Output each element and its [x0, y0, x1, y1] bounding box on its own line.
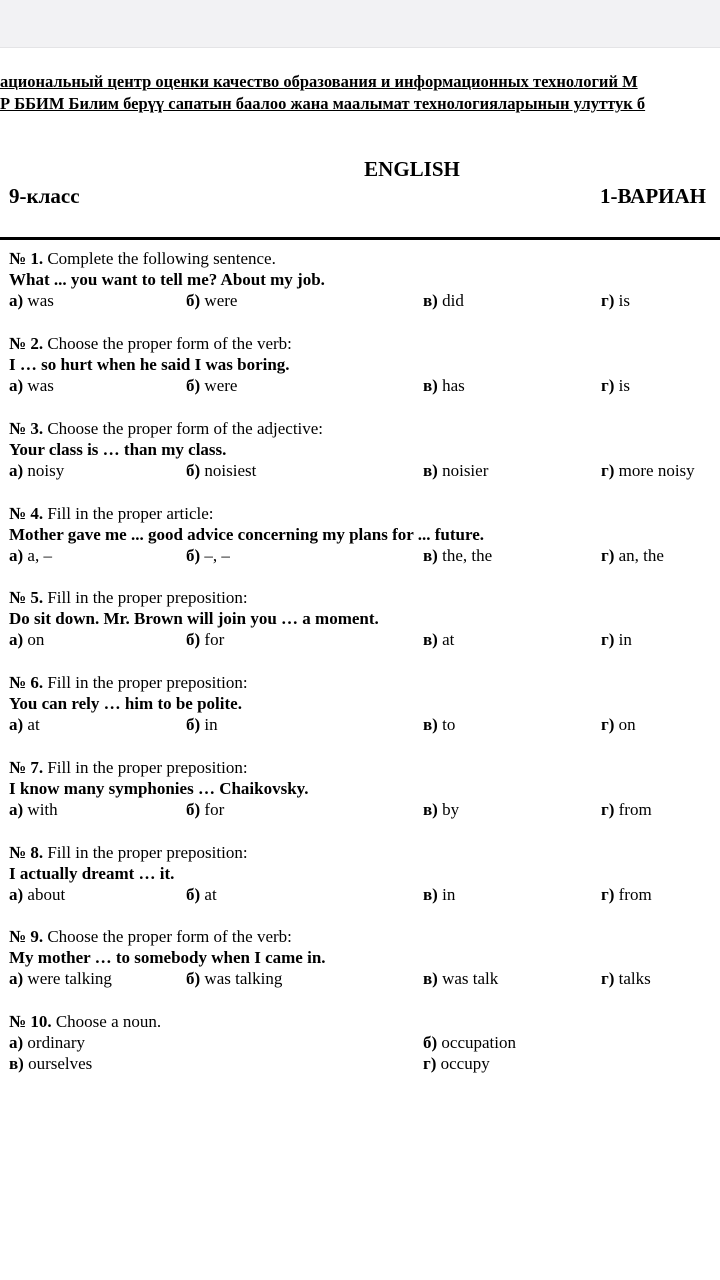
option-b[interactable]: б) for [186, 800, 225, 819]
question-number: № 9. [9, 927, 44, 946]
question-4 [9, 503, 720, 566]
question-stem: My mother … to somebody when I came in. [9, 948, 326, 967]
question-number: № 6. [9, 673, 44, 692]
question-6 [9, 672, 720, 735]
option-a[interactable]: а) a, – [9, 546, 52, 565]
option-b[interactable]: б) at [186, 885, 217, 904]
option-v[interactable]: в) has [423, 376, 465, 395]
question-instruction: Complete the following sentence. [47, 249, 276, 268]
question-instruction: Fill in the proper preposition: [47, 673, 248, 692]
option-b[interactable]: б) was talking [186, 969, 283, 988]
option-g[interactable]: г) an, the [601, 546, 664, 565]
question-stem: What ... you want to tell me? About my job. [9, 270, 325, 289]
option-g[interactable]: г) on [601, 715, 636, 734]
option-a[interactable]: а) noisy [9, 461, 65, 480]
option-v[interactable]: в) to [423, 715, 456, 734]
header-divider [0, 237, 720, 240]
question-number: № 5. [9, 588, 44, 607]
question-number: № 2. [9, 334, 44, 353]
question-stem: I know many symphonies … Chaikovsky. [9, 779, 309, 798]
option-g[interactable]: г) from [601, 800, 652, 819]
option-b[interactable]: б) occupation [423, 1033, 517, 1052]
option-a[interactable]: а) about [9, 885, 66, 904]
question-number: № 8. [9, 843, 44, 862]
option-b[interactable]: б) were [186, 376, 238, 395]
question-2 [9, 333, 720, 396]
option-g[interactable]: г) occupy [423, 1054, 490, 1073]
option-a[interactable]: а) ordinary [9, 1033, 86, 1052]
option-b[interactable]: б) –, – [186, 546, 230, 565]
top-bar [0, 0, 720, 48]
option-v[interactable]: в) in [423, 885, 456, 904]
option-a[interactable]: а) was [9, 376, 54, 395]
question-instruction: Choose the proper form of the verb: [47, 334, 292, 353]
option-v[interactable]: в) was talk [423, 969, 499, 988]
option-a[interactable]: а) were talking [9, 969, 112, 988]
option-g[interactable]: г) is [601, 291, 630, 310]
question-10 [9, 1011, 720, 1074]
header-line-kyrgyz: Р ББИМ Билим берүү сапатын баалоо жана маалымат технологияларынын улуттук б [0, 94, 646, 113]
option-g[interactable]: г) is [601, 376, 630, 395]
option-a[interactable]: а) was [9, 291, 54, 310]
question-number: № 7. [9, 758, 44, 777]
option-v[interactable]: в) did [423, 291, 464, 310]
question-instruction: Fill in the proper preposition: [47, 588, 248, 607]
header-line-russian: ациональный центр оценки качество образования и информационных технологий М [0, 72, 638, 91]
question-7 [9, 757, 720, 820]
option-a[interactable]: а) at [9, 715, 40, 734]
question-number: № 1. [9, 249, 44, 268]
question-3 [9, 418, 720, 481]
question-instruction: Fill in the proper preposition: [47, 843, 248, 862]
option-g[interactable]: г) in [601, 630, 632, 649]
question-number: № 10. [9, 1012, 52, 1031]
question-5 [9, 587, 720, 650]
option-v[interactable]: в) at [423, 630, 455, 649]
question-9 [9, 926, 720, 989]
question-number: № 4. [9, 504, 44, 523]
option-v[interactable]: в) ourselves [9, 1054, 93, 1073]
variant-label: 1-ВАРИАН [600, 184, 707, 208]
option-g[interactable]: г) more noisy [601, 461, 695, 480]
option-g[interactable]: г) from [601, 885, 652, 904]
question-stem: I actually dreamt … it. [9, 864, 175, 883]
question-instruction: Choose the proper form of the adjective: [47, 419, 324, 438]
subject-title: ENGLISH [364, 157, 460, 181]
option-b[interactable]: б) were [186, 291, 238, 310]
option-b[interactable]: б) for [186, 630, 225, 649]
question-instruction: Fill in the proper article: [47, 504, 214, 523]
question-stem: You can rely … him to be polite. [9, 694, 242, 713]
question-stem: Your class is … than my class. [9, 440, 227, 459]
option-b[interactable]: б) in [186, 715, 218, 734]
option-g[interactable]: г) talks [601, 969, 651, 988]
option-b[interactable]: б) noisiest [186, 461, 257, 480]
question-stem: I … so hurt when he said I was boring. [9, 355, 290, 374]
question-instruction: Choose a noun. [55, 1012, 162, 1031]
question-number: № 3. [9, 419, 44, 438]
option-v[interactable]: в) noisier [423, 461, 489, 480]
grade-label: 9-класс [9, 184, 80, 208]
question-stem: Mother gave me ... good advice concerning my plans for ... future. [9, 525, 485, 544]
option-a[interactable]: а) with [9, 800, 58, 819]
option-v[interactable]: в) by [423, 800, 460, 819]
question-stem: Do sit down. Mr. Brown will join you … a moment. [9, 609, 379, 628]
question-instruction: Fill in the proper preposition: [47, 758, 248, 777]
option-v[interactable]: в) the, the [423, 546, 493, 565]
question-8 [9, 842, 720, 905]
question-instruction: Choose the proper form of the verb: [47, 927, 292, 946]
question-1 [9, 248, 720, 311]
option-a[interactable]: а) on [9, 630, 45, 649]
